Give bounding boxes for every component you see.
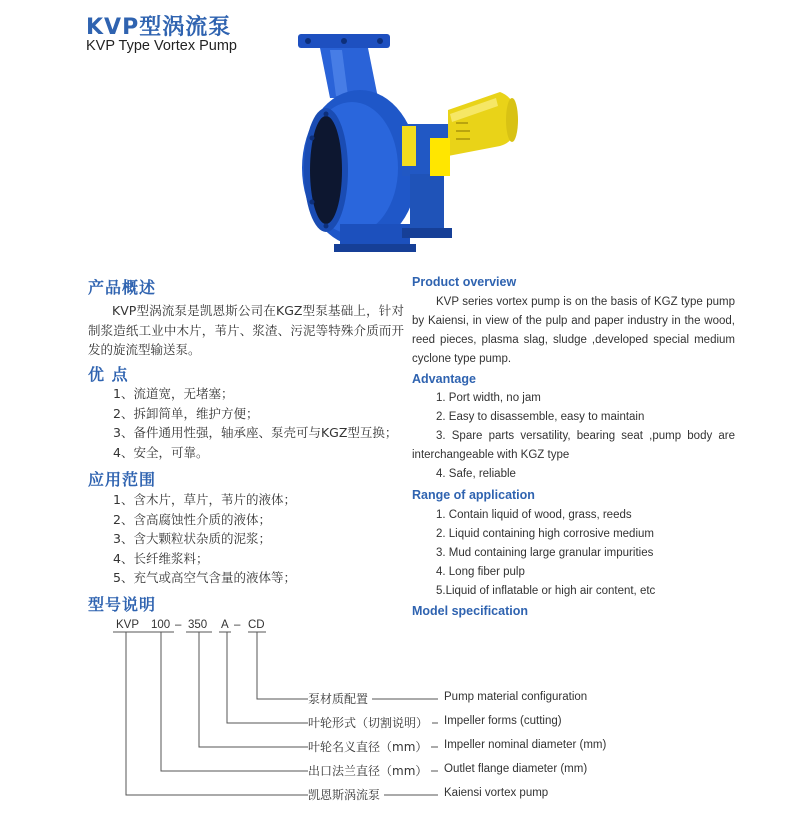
legend-cn-pump-type: 凯恩斯涡流泵 xyxy=(308,786,384,803)
overview-heading-en: Product overview xyxy=(412,275,517,289)
list-item: 5.Liquid of inflatable or high air content, etc xyxy=(436,585,656,597)
model-heading-cn: 型号说明 xyxy=(88,595,157,614)
list-item: 3、含大颗粒状杂质的泥浆； xyxy=(113,531,271,546)
list-item: 3. Spare parts versatility, bearing seat ,pump body are interchangeable with KGZ type xyxy=(412,430,735,461)
legend-en-impeller-form: Impeller forms (cutting) xyxy=(441,715,562,727)
overview-text-en: KVP series vortex pump is on the basis of KGZ type pump by Kaiensi, in view of the pulp and paper industry in the wood, reed pieces, plasma slag, sludge ,developed special medium cyclone type pump. xyxy=(412,296,735,365)
list-item: 2. Easy to disassemble, easy to maintain xyxy=(436,411,645,423)
legend-en-impeller-diameter: Impeller nominal diameter (mm) xyxy=(441,739,606,751)
code-dash-2: – xyxy=(234,619,241,631)
legend-cn-material: 泵材质配置 xyxy=(308,690,372,707)
overview-text-cn: KVP型涡流泵是凯恩斯公司在KGZ型泵基础上，针对制浆造纸工业中木片，苇片、浆渣、污泥等特殊介质而开发的旋流型输送泵。 xyxy=(88,303,404,357)
overview-heading-cn: 产品概述 xyxy=(88,278,157,297)
legend-en-material: Pump material configuration xyxy=(441,691,587,703)
list-item: 2. Liquid containing high corrosive medium xyxy=(436,528,654,540)
list-item: 1、含木片，草片，苇片的液体； xyxy=(113,492,296,507)
application-heading-en: Range of application xyxy=(412,488,535,502)
code-part-kvp: KVP xyxy=(116,619,140,631)
list-item: 1、流道宽，无堵塞； xyxy=(113,386,234,401)
list-item: 1. Port width, no jam xyxy=(436,392,541,404)
advantage-heading-cn: 优 点 xyxy=(88,365,129,384)
legend-cn-impeller-diameter: 叶轮名义直径（mm） xyxy=(308,738,431,755)
application-heading-cn: 应用范围 xyxy=(88,470,157,489)
title-en: KVP Type Vortex Pump xyxy=(86,38,237,54)
code-part-material: CD xyxy=(248,619,265,631)
list-item: 5、充气或高空气含量的液体等； xyxy=(113,570,296,585)
list-item: 2、拆卸简单，维护方便； xyxy=(113,405,259,421)
legend-cn-impeller-form: 叶轮形式（切割说明） xyxy=(308,714,432,731)
code-dash-1: – xyxy=(175,619,182,631)
list-item: 1. Contain liquid of wood, grass, reeds xyxy=(436,509,632,521)
list-item: 3、备件通用性强，轴承座、泵壳可与KGZ型互换； xyxy=(113,425,398,440)
legend-en-pump-type: Kaiensi vortex pump xyxy=(441,787,548,799)
model-heading-en: Model specification xyxy=(412,604,528,618)
list-item: 4. Safe, reliable xyxy=(436,468,516,480)
list-item: 3. Mud containing large granular impurities xyxy=(436,547,654,559)
advantage-heading-en: Advantage xyxy=(412,372,476,386)
list-item: 4、长纤维浆料； xyxy=(113,550,209,566)
list-item: 4. Long fiber pulp xyxy=(436,566,525,578)
list-item: 4、安全，可靠。 xyxy=(113,444,209,460)
list-item: 2、含高腐蚀性介质的液体； xyxy=(113,511,271,527)
code-part-diameter: 350 xyxy=(188,619,208,631)
legend-cn-outlet-flange: 出口法兰直径（mm） xyxy=(308,762,431,779)
code-part-impeller: A xyxy=(221,619,229,631)
title-cn: KVP型涡流泵 xyxy=(86,15,232,40)
code-part-size: 100 xyxy=(151,619,171,631)
legend-en-outlet-flange: Outlet flange diameter (mm) xyxy=(441,763,587,775)
